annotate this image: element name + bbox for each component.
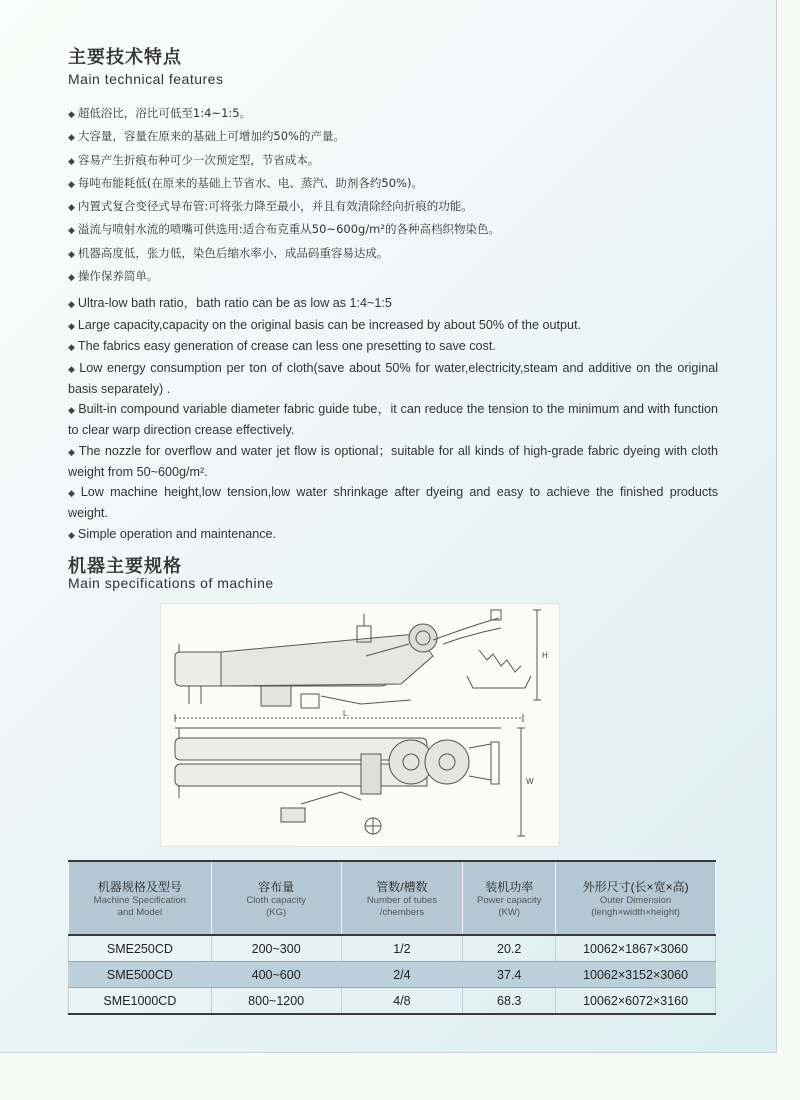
length-label: L xyxy=(343,709,348,718)
diamond-bullet-icon: ◆ xyxy=(68,273,75,284)
width-label: W xyxy=(526,777,534,786)
cell-power: 20.2 xyxy=(463,935,556,962)
features-title-en: Main technical features xyxy=(68,71,224,87)
diamond-bullet-icon: ◆ xyxy=(68,320,75,331)
header-model: 机器规格及型号 Machine Specification and Model xyxy=(69,861,212,935)
header-capacity: 容布量 Cloth capacity (KG) xyxy=(211,861,341,935)
header-tubes: 管数/槽数 Number of tubes /chembers xyxy=(341,861,463,935)
feature-cn-item: ◆ 机器高度低，张力低，染色后缩水率小，成品码重容易达成。 xyxy=(68,245,389,260)
diamond-bullet-icon: ◆ xyxy=(68,249,75,260)
cell-model: SME250CD xyxy=(69,935,212,962)
feature-cn-item: ◆ 内置式复合变径式导布管:可将张力降至最小，并且有效清除经向折痕的功能。 xyxy=(68,199,473,214)
cell-tubes: 4/8 xyxy=(341,988,463,1015)
diamond-bullet-icon: ◆ xyxy=(68,299,75,309)
feature-cn-item: ◆ 容易产生折痕布种可少一次预定型，节省成本。 xyxy=(68,152,320,167)
feature-en-item: ◆ Low energy consumption per ton of cloth(save about 50% for water,electricity,steam and additive on the original basis separately) . xyxy=(68,360,719,396)
diamond-bullet-icon: ◆ xyxy=(68,226,75,237)
feature-en-item: ◆ Large capacity,capacity on the original basis can be increased by about 50% of the output. xyxy=(68,317,582,332)
machine-drawing xyxy=(160,603,560,847)
diamond-bullet-icon: ◆ xyxy=(68,133,75,144)
feature-en-item: ◆ The fabrics easy generation of crease can less one presetting to save cost. xyxy=(68,339,496,353)
diamond-bullet-icon: ◆ xyxy=(68,529,75,540)
diamond-bullet-icon: ◆ xyxy=(68,363,77,374)
diamond-bullet-icon: ◆ xyxy=(68,156,75,167)
diamond-bullet-icon: ◆ xyxy=(68,446,76,457)
feature-en-item: ◆ Ultra-low bath ratio，bath ratio can be as low as 1:4~1:5 xyxy=(68,296,392,310)
diamond-bullet-icon: ◆ xyxy=(68,203,75,214)
header-dimension: 外形尺寸(长×宽×高) Outer Dimension (lengh×width×height) xyxy=(556,861,716,935)
feature-cn-item: ◆ 超低浴比，浴比可低至1:4~1:5。 xyxy=(68,106,252,120)
feature-cn-item: ◆ 操作保养简单。 xyxy=(68,269,159,284)
feature-en-item: ◆ The nozzle for overflow and water jet flow is optional；suitable for all kinds of high-grade fabric dyeing with cloth weight from 50~600g/m². xyxy=(68,443,719,479)
cell-power: 37.4 xyxy=(463,962,556,988)
height-label: H xyxy=(542,651,548,660)
cell-capacity: 200~300 xyxy=(211,935,341,962)
cell-dimension: 10062×1867×3060 xyxy=(556,935,716,962)
table-row xyxy=(69,935,716,962)
side-elevation xyxy=(175,610,541,722)
specs-title-cn: 机器主要规格 xyxy=(68,556,182,577)
cell-model: SME1000CD xyxy=(69,988,212,1015)
feature-en-item: ◆ Built-in compound variable diameter fabric guide tube，it can reduce the tension to the minimum and with function to clear warp direction crease effectively. xyxy=(68,402,719,437)
spec-table xyxy=(68,860,716,1015)
feature-cn-item: ◆ 溢流与喷射水流的喷嘴可供选用:适合布克重从50~600g/m²的各种高档织物染色。 xyxy=(68,222,500,237)
cell-model: SME500CD xyxy=(69,962,212,988)
features-list-cn xyxy=(68,102,718,288)
cell-power: 68.3 xyxy=(463,988,556,1015)
feature-en-item: ◆ Low machine height,low tension,low water shrinkage after dyeing and easy to achieve the finished products weight. xyxy=(68,485,719,520)
cell-dimension: 10062×6072×3160 xyxy=(556,988,716,1015)
spec-table-header-row xyxy=(69,861,716,935)
diamond-bullet-icon: ◆ xyxy=(68,342,75,352)
table-row xyxy=(69,988,716,1015)
feature-en-item: ◆ Simple operation and maintenance. xyxy=(68,526,277,541)
header-power: 装机功率 Power capacity (KW) xyxy=(463,861,556,935)
table-row xyxy=(69,962,716,988)
features-list-en xyxy=(68,293,718,545)
diamond-bullet-icon: ◆ xyxy=(68,110,75,120)
feature-cn-item: ◆ 每吨布能耗低(在原来的基础上节省水、电、蒸汽、助剂各约50%)。 xyxy=(68,175,423,190)
cell-capacity: 400~600 xyxy=(211,962,341,988)
diamond-bullet-icon: ◆ xyxy=(68,179,75,190)
cell-tubes: 1/2 xyxy=(341,935,463,962)
cell-capacity: 800~1200 xyxy=(211,988,341,1015)
cell-tubes: 2/4 xyxy=(341,962,463,988)
features-title-cn: 主要技术特点 xyxy=(68,47,182,68)
plan-view xyxy=(175,728,525,836)
feature-cn-item: ◆ 大容量，容量在原来的基础上可增加约50%的产量。 xyxy=(68,129,345,144)
cell-dimension: 10062×3152×3060 xyxy=(556,962,716,988)
specs-title-en: Main specifications of machine xyxy=(68,575,274,591)
diamond-bullet-icon: ◆ xyxy=(68,488,78,498)
diamond-bullet-icon: ◆ xyxy=(68,405,76,415)
machine-drawing-svg xyxy=(161,604,559,846)
